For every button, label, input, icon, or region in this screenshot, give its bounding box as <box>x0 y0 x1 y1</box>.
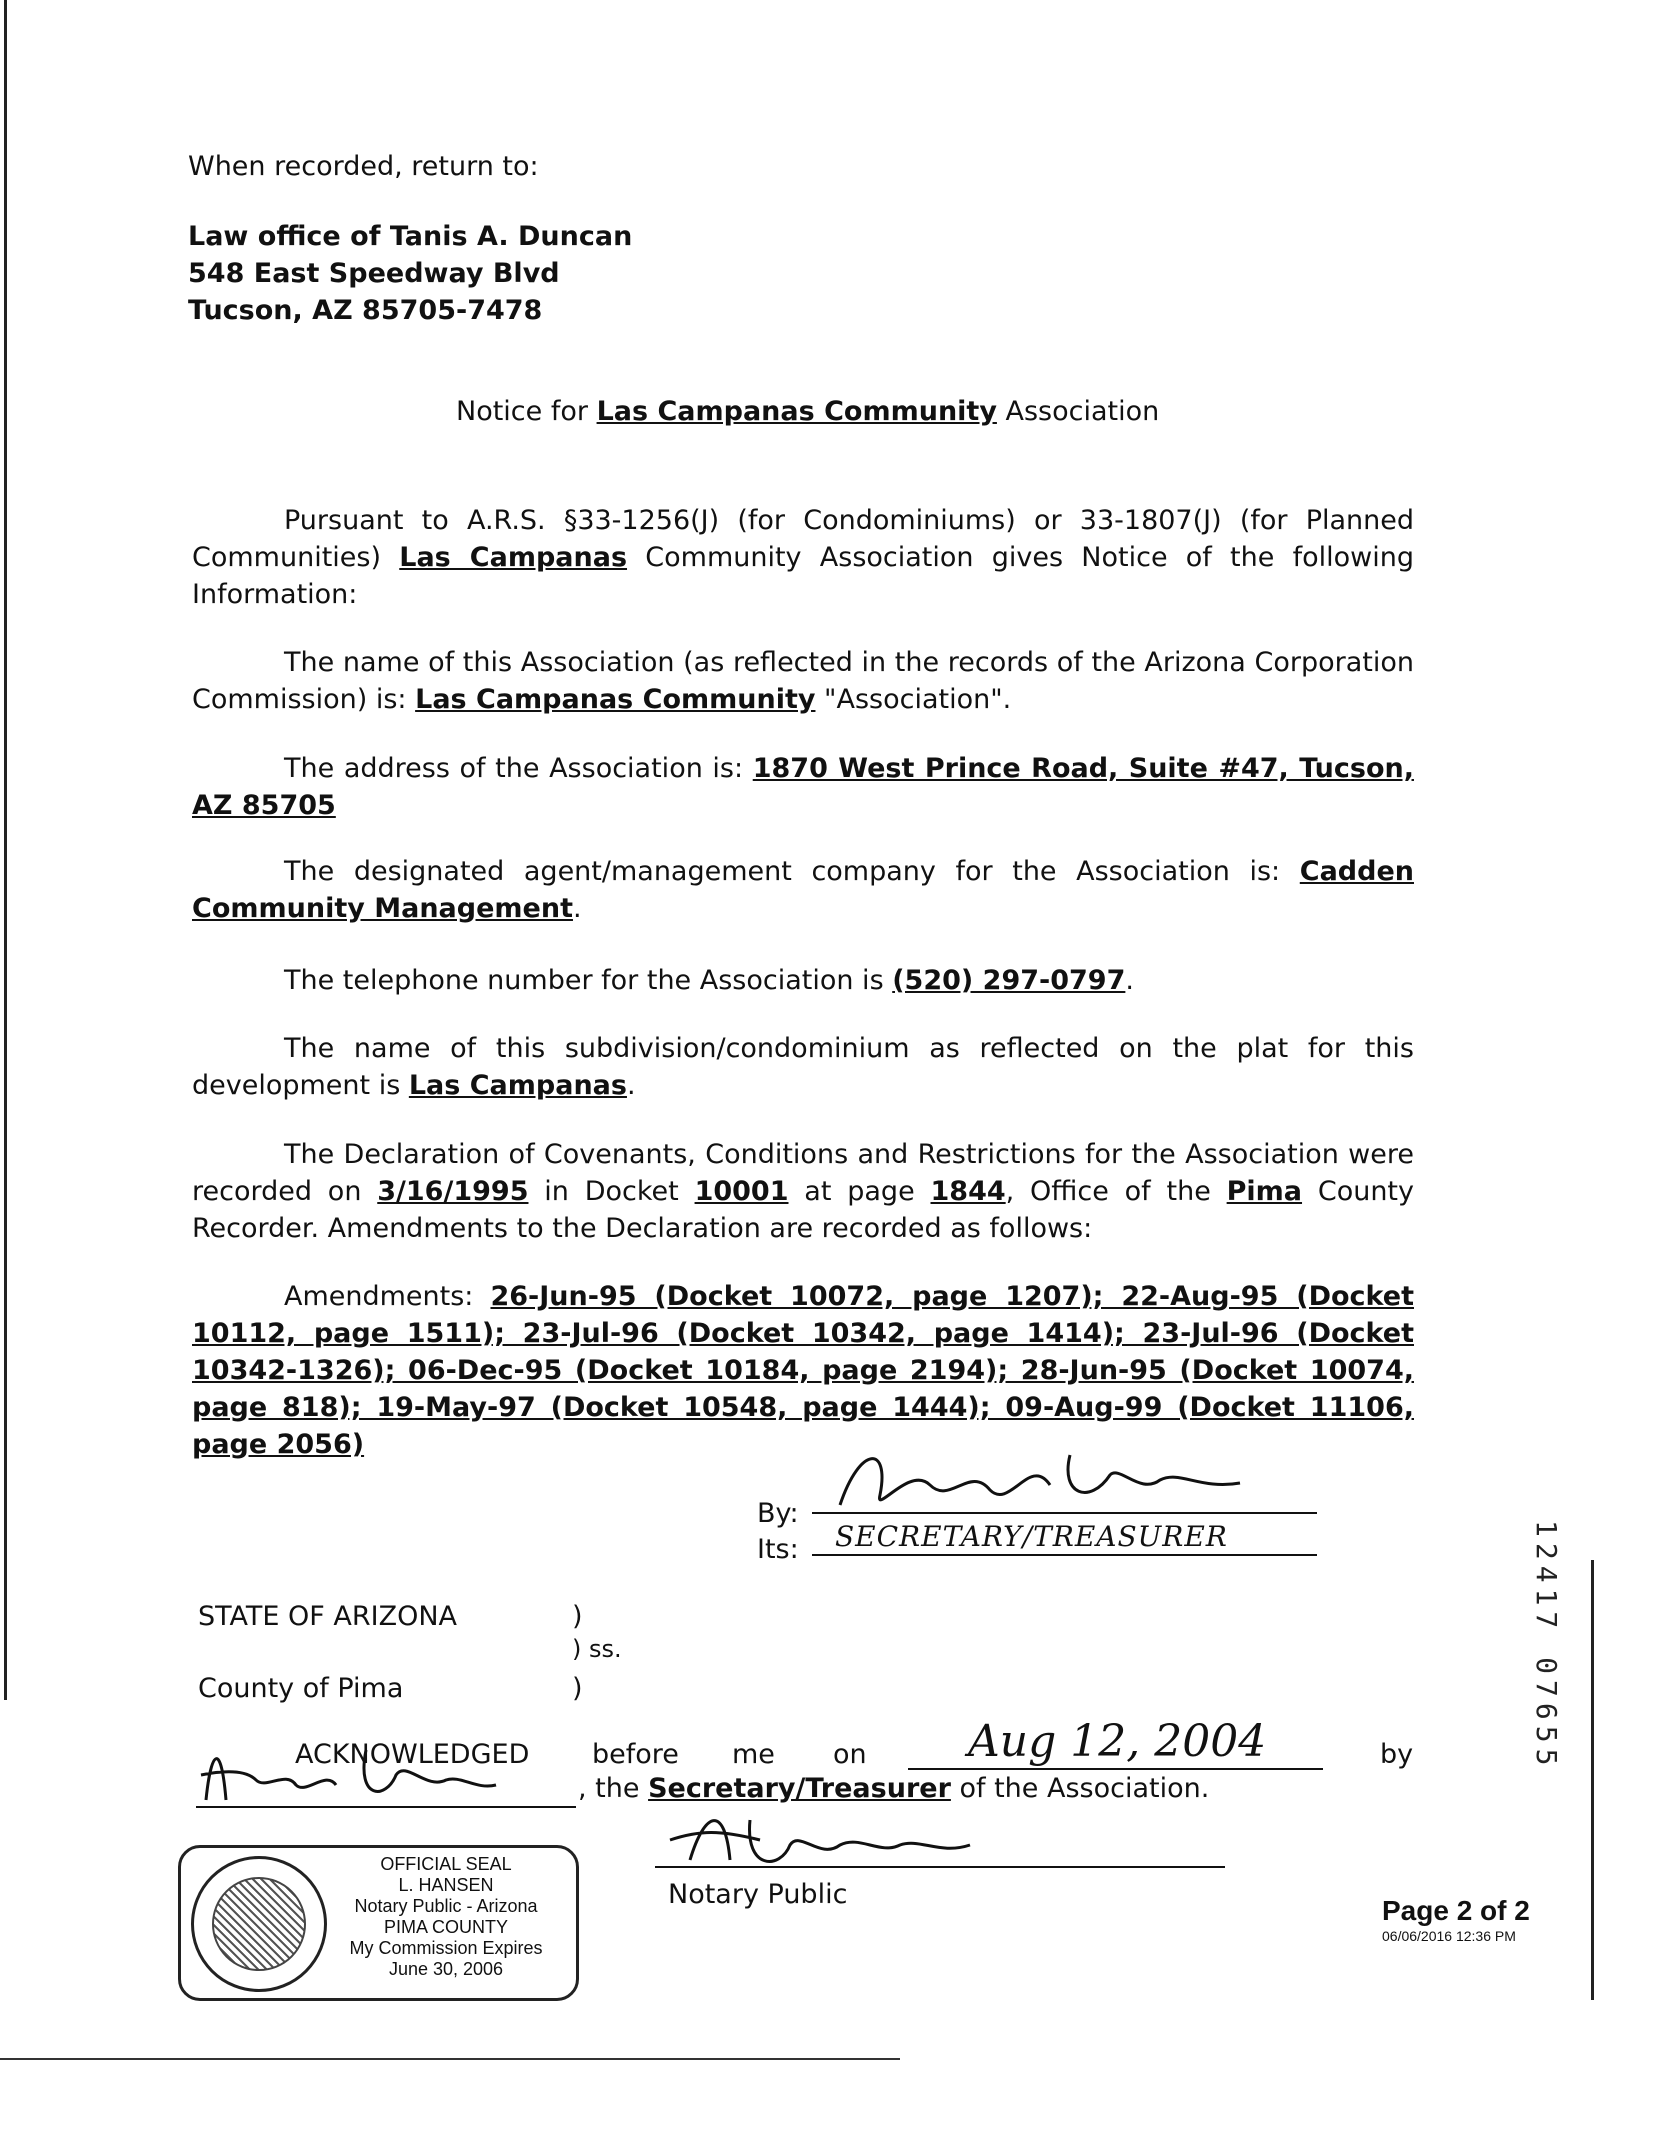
ack-me: me <box>732 1739 775 1770</box>
by-label: By: <box>757 1498 799 1529</box>
page-number: Page 2 of 2 <box>1382 1895 1530 1926</box>
venue-state: STATE OF ARIZONA <box>198 1601 458 1632</box>
paragraph-plat-name: The name of this subdivision/condominium as reflected on the plat for this development is Las Campanas. <box>192 1033 1414 1101</box>
seal-line-4: PIMA COUNTY <box>383 1917 508 1937</box>
paragraph-address: The address of the Association is: 1870 West Prince Road, Suite #47, Tucson, AZ 85705 <box>192 753 1414 821</box>
paragraph-amendments: Amendments: 26-Jun-95 (Docket 10072, page 1207); 22-Aug-95 (Docket 10112, page 1511); 23-Jul-96 (Docket 10342, page 1414); 23-Jul-96 (Docket 10342-1326); 06-Dec-95 (Docket 10184, page 2194); 28-Jun-95 (Docket 10074, page 818); 19-May-97 (Docket 10548, page 1444); 09-Aug-99 (Docket 11106, page 2056) <box>192 1281 1414 1460</box>
ack-role-line: , the Secretary/Treasurer of the Association. <box>578 1773 1210 1804</box>
margin-recording-number: 12417 07655 <box>1530 1520 1563 1772</box>
print-timestamp: 06/06/2016 12:36 PM <box>1382 1928 1516 1944</box>
paragraph-management: The designated agent/management company for the Association is: Cadden Community Management. <box>192 856 1414 924</box>
official-seal-stamp <box>178 1845 579 2001</box>
seal-line-2: L. HANSEN <box>398 1875 494 1895</box>
handwritten-signature <box>820 1435 1260 1525</box>
venue-paren-3: ) <box>572 1673 583 1704</box>
scan-edge-right <box>1591 1560 1594 2000</box>
notary-public-label: Notary Public <box>668 1879 848 1910</box>
paragraph-statute: Pursuant to A.R.S. §33-1256(J) (for Condominiums) or 33-1807(J) (for Planned Communities) Las Campanas Community Association gives Notice of the following Information: <box>192 505 1414 610</box>
acknowledged-label: ACKNOWLEDGED <box>295 1739 530 1770</box>
acknowledged-signer-signature <box>196 1730 576 1810</box>
seal-line-3: Notary Public - Arizona <box>354 1896 538 1916</box>
paragraph-association-name: The name of this Association (as reflected in the records of the Arizona Corporation Commission) is: Las Campanas Community "Association". <box>192 647 1414 715</box>
return-address-line-2: 548 East Speedway Blvd <box>188 258 560 289</box>
state-seal-icon <box>191 1856 327 1992</box>
its-label: Its: <box>757 1534 799 1565</box>
ack-on: on <box>833 1739 867 1770</box>
paragraph-telephone: The telephone number for the Association is (520) 297-0797. <box>284 965 1134 996</box>
ack-by: by <box>1380 1739 1414 1770</box>
paragraph-declaration: The Declaration of Covenants, Conditions and Restrictions for the Association were recorded on 3/16/1995 in Docket 10001 at page 1844, Office of the Pima County Recorder. Amendments to the Declaration are recorded as follows: <box>192 1139 1415 1244</box>
seal-line-6: June 30, 2006 <box>388 1959 504 1979</box>
venue-ss: ) ss. <box>572 1635 622 1663</box>
seal-line-1: OFFICIAL SEAL <box>380 1854 512 1874</box>
signer-title: SECRETARY/TREASURER <box>835 1520 1228 1553</box>
scan-edge-left <box>4 0 7 1700</box>
ack-date-handwritten: Aug 12, 2004 <box>968 1716 1267 1767</box>
title-line <box>812 1554 1317 1556</box>
seal-line-5: My Commission Expires <box>349 1938 543 1958</box>
return-address-line-1: Law office of Tanis A. Duncan <box>188 221 633 252</box>
notary-signature <box>650 1800 980 1875</box>
venue-county: County of Pima <box>198 1673 404 1704</box>
return-address-line-3: Tucson, AZ 85705-7478 <box>188 295 543 326</box>
document-title: Notice for Las Campanas Community Association <box>456 396 1160 427</box>
venue-paren-1: ) <box>572 1601 583 1632</box>
scan-edge-bottom <box>0 2058 900 2060</box>
return-to-label: When recorded, return to: <box>188 151 539 182</box>
ack-before: before <box>592 1739 679 1770</box>
